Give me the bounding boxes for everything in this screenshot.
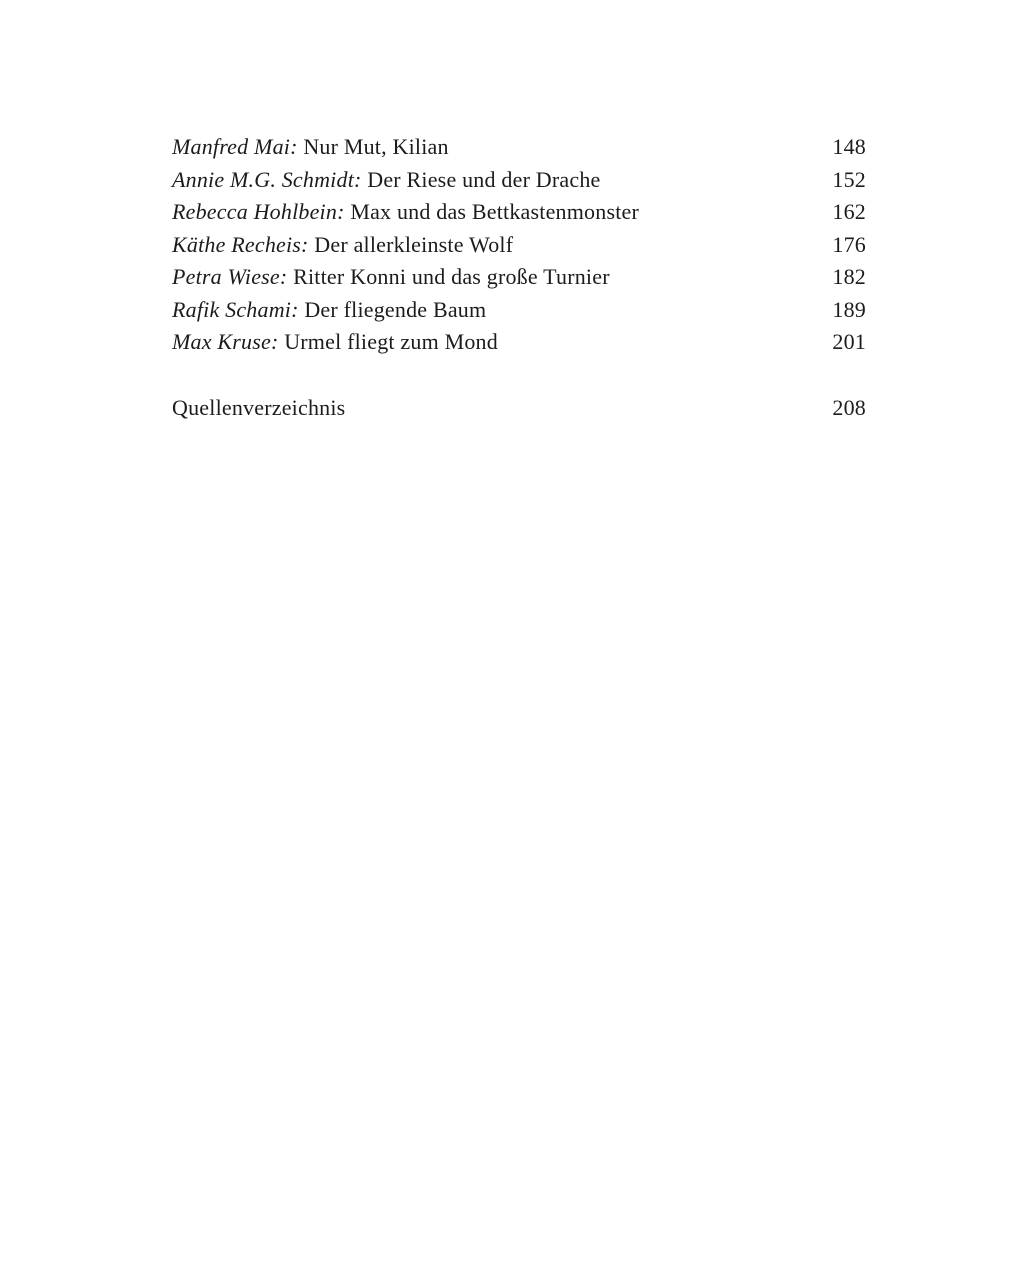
toc-entry: [172, 196, 866, 229]
toc-page-number: 162: [832, 199, 866, 224]
toc-title: Ritter Konni und das große Turnier: [293, 264, 610, 289]
toc-title: Der Riese und der Drache: [367, 166, 601, 192]
toc-title: Urmel fliegt zum Mond: [284, 329, 498, 354]
toc-author: Annie M.G. Schmidt:: [172, 166, 362, 192]
toc-entry-text: [172, 294, 486, 327]
toc-page-number: 189: [832, 296, 866, 322]
toc-entry-text: [172, 326, 498, 359]
toc-page-number: 152: [832, 166, 866, 192]
toc-entry: [172, 326, 866, 359]
toc-author: Rebecca Hohlbein:: [172, 199, 345, 224]
toc-entry-text: [172, 229, 513, 262]
toc-page-number: 148: [832, 134, 866, 159]
toc-title: Nur Mut, Kilian: [303, 134, 449, 159]
toc-page-number: 208: [832, 394, 866, 420]
toc-entry-text: [172, 131, 449, 164]
toc-author: Petra Wiese:: [172, 264, 288, 289]
toc-author: Käthe Recheis:: [172, 231, 309, 257]
toc-entry: [172, 229, 866, 262]
toc-entry: [172, 294, 866, 327]
toc-author: Manfred Mai:: [172, 134, 298, 159]
toc-page-number: 176: [832, 231, 866, 257]
toc-title: Max und das Bettkastenmonster: [350, 199, 640, 224]
toc-sources-entry: [172, 392, 866, 425]
toc-entry-text: [172, 164, 601, 197]
toc-author: Rafik Schami:: [172, 296, 299, 322]
toc-page-number: 182: [832, 264, 866, 289]
toc-page-number: 201: [832, 329, 866, 354]
toc-entry: [172, 261, 866, 294]
toc-entry: [172, 131, 866, 164]
toc-entry-text: [172, 261, 610, 294]
toc-sources-label: Quellenverzeichnis: [172, 394, 346, 420]
toc-entry-text: [172, 196, 639, 229]
toc-title: Der fliegende Baum: [304, 296, 487, 322]
toc-entry: [172, 164, 866, 197]
toc-author: Max Kruse:: [172, 329, 279, 354]
toc-title: Der allerkleinste Wolf: [314, 231, 514, 257]
table-of-contents: [172, 131, 866, 424]
